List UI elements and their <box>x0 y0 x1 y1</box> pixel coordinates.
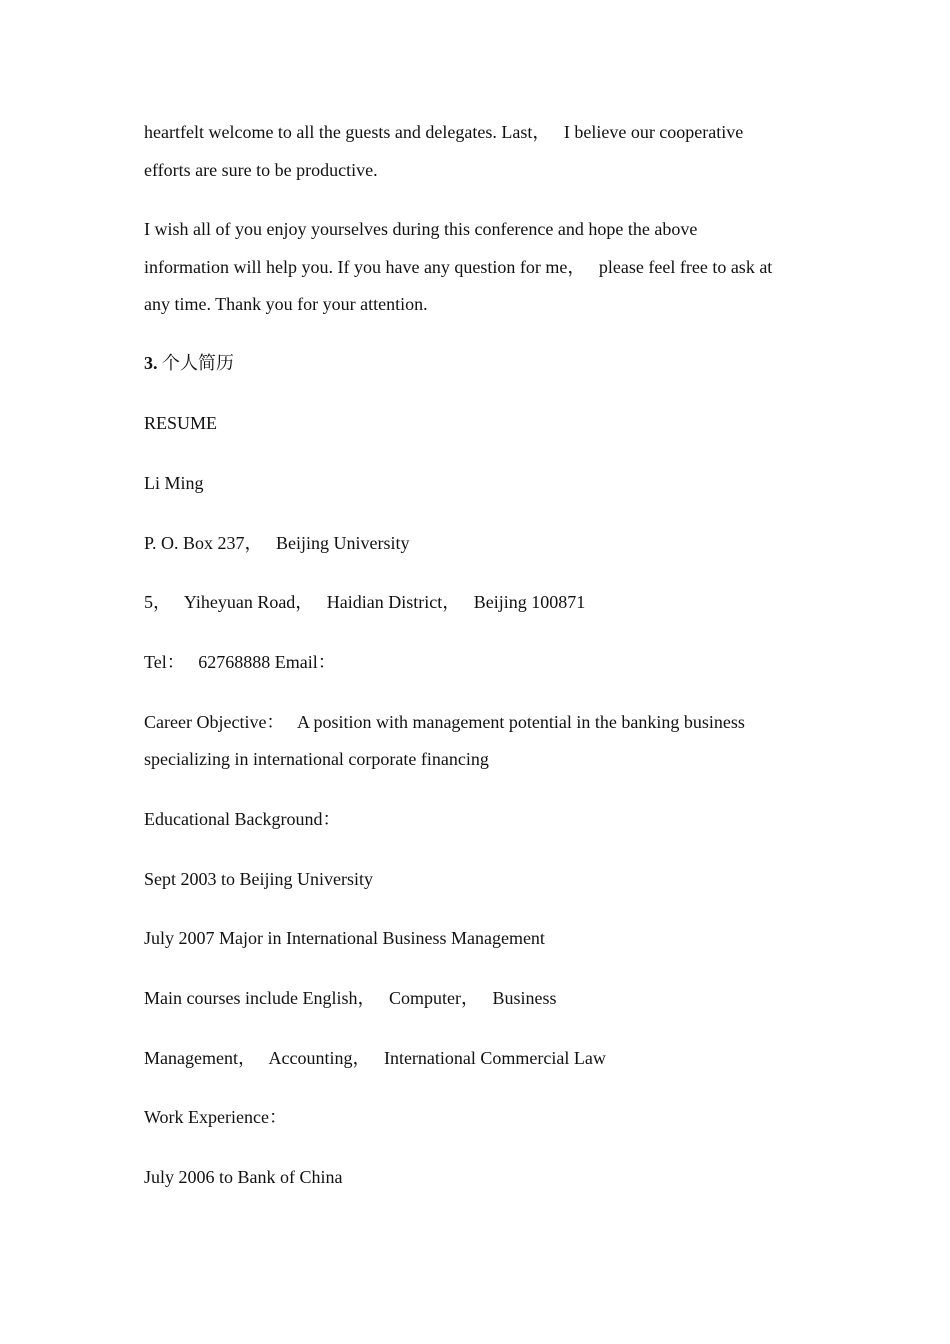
work-heading: Work Experience： <box>144 1107 287 1127</box>
section-title: 个人简历 <box>157 353 234 373</box>
welcome-paragraph-line-2: efforts are sure to be productive. <box>144 160 378 180</box>
education-line: Main courses include English， Computer， Business <box>144 988 557 1008</box>
education-heading: Educational Background： <box>144 809 341 829</box>
section-heading <box>144 352 234 374</box>
contact-line: Tel： 62768888 Email： <box>144 652 336 672</box>
education-line: Sept 2003 to Beijing University <box>144 869 373 889</box>
welcome-paragraph-line-1: heartfelt welcome to all the guests and delegates. Last， I believe our cooperative <box>144 122 744 142</box>
career-objective-line-2: specializing in international corporate financing <box>144 749 489 769</box>
resume-heading: RESUME <box>144 413 218 433</box>
resume-name: Li Ming <box>144 473 204 493</box>
closing-paragraph-line-1: I wish all of you enjoy yourselves during this conference and hope the above <box>144 219 698 239</box>
section-number: 3. <box>144 353 158 373</box>
address-line-1: P. O. Box 237， Beijing University <box>144 533 410 553</box>
career-objective-line-1: Career Objective： A position with management potential in the banking business <box>144 712 745 732</box>
work-line: July 2006 to Bank of China <box>144 1167 343 1187</box>
closing-paragraph-line-2: information will help you. If you have any question for me， please feel free to ask at <box>144 257 773 277</box>
address-line-2: 5， Yiheyuan Road， Haidian District， Beijing 100871 <box>144 592 586 612</box>
education-line: July 2007 Major in International Business Management <box>144 928 545 948</box>
education-line: Management， Accounting， International Commercial Law <box>144 1048 606 1068</box>
closing-paragraph-line-3: any time. Thank you for your attention. <box>144 294 428 314</box>
